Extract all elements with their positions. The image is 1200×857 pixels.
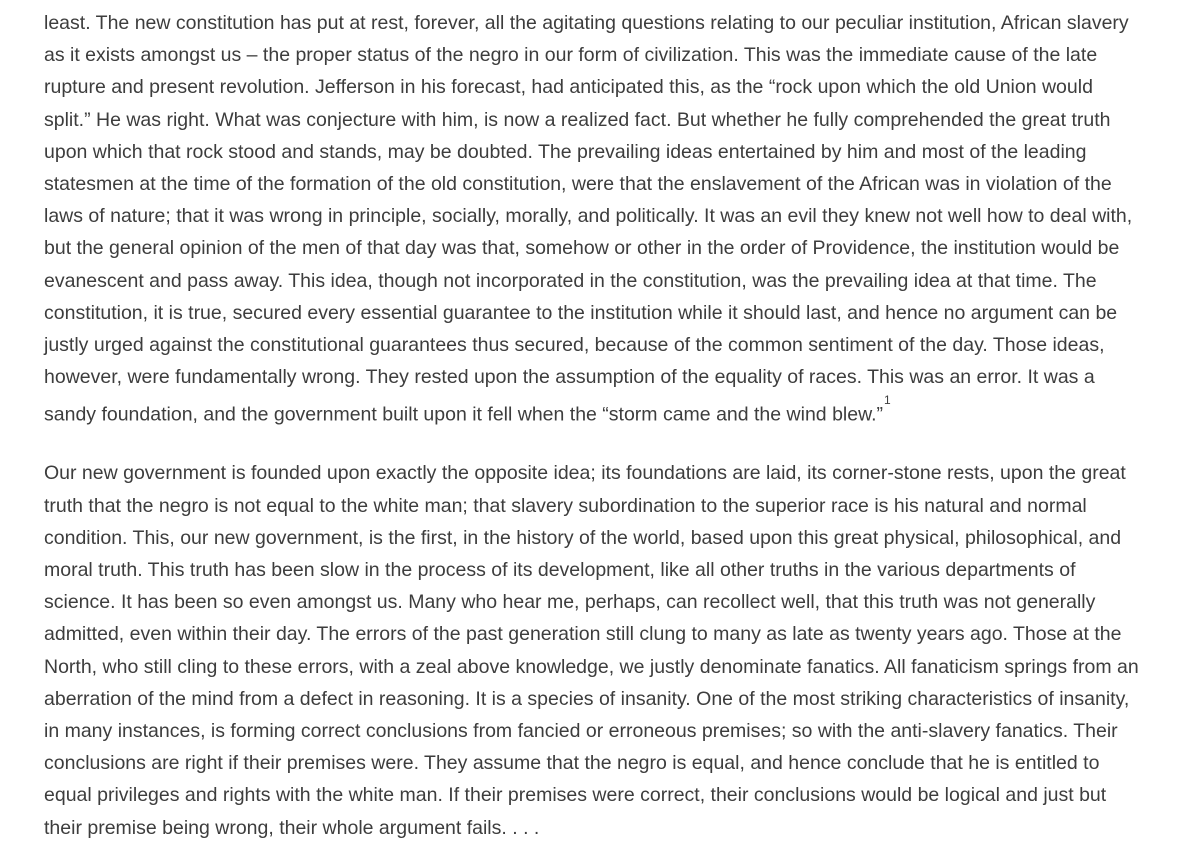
text-line: science. It has been so even amongst us. Many who hear me, perhaps, can recollect well, that this truth was not generally xyxy=(44,591,1096,614)
text-line: equal privileges and rights with the white man. If their premises were correct, their conclusions would be logical and just but xyxy=(44,784,1107,807)
text-line: condition. This, our new government, is the first, in the history of the world, based upon this great physical, philosophical, and xyxy=(44,526,1122,549)
text-line: sandy foundation, and the government built upon it fell when the “storm came and the wind blew.” xyxy=(44,403,884,426)
last-text-line xyxy=(44,393,1154,425)
paragraph-1 xyxy=(44,7,1154,425)
text-line: laws of nature; that it was wrong in principle, socially, morally, and politically. It was an evil they knew not well how to deal with, xyxy=(44,205,1133,228)
text-line: conclusions are right if their premises were. They assume that the negro is equal, and hence conclude that he is entitled to xyxy=(44,752,1100,775)
text-line: split.” He was right. What was conjecture with him, is now a realized fact. But whether he fully comprehended the great truth xyxy=(44,108,1111,131)
text-line: evanescent and pass away. This idea, though not incorporated in the constitution, was the prevailing idea at that time. The xyxy=(44,269,1097,292)
text-line: constitution, it is true, secured every essential guarantee to the institution while it should last, and hence no argument can be xyxy=(44,301,1118,324)
text-line: truth that the negro is not equal to the white man; that slavery subordination to the superior race is his natural and normal xyxy=(44,494,1087,517)
text-line: statesmen at the time of the formation of the old constitution, were that the enslavement of the African was in violation of the xyxy=(44,172,1112,195)
text-line: justly urged against the constitutional guarantees thus secured, because of the common sentiment of the day. Those ideas, xyxy=(44,333,1105,356)
text-line: Our new government is founded upon exactly the opposite idea; its foundations are laid, its corner-stone rests, upon the great xyxy=(44,462,1126,485)
text-line: upon which that rock stood and stands, may be doubted. The prevailing ideas entertained by him and most of the leading xyxy=(44,140,1087,163)
text-line: rupture and present revolution. Jefferson in his forecast, had anticipated this, as the “rock upon which the old Union would xyxy=(44,76,1093,99)
text-line: as it exists amongst us – the proper status of the negro in our form of civilization. This was the immediate cause of the late xyxy=(44,44,1098,67)
text-line: least. The new constitution has put at rest, forever, all the agitating questions relating to our peculiar institution, African slavery xyxy=(44,12,1129,34)
text-line: their premise being wrong, their whole argument fails. . . . xyxy=(44,816,540,839)
text-line: however, were fundamentally wrong. They rested upon the assumption of the equality of races. This was an error. It was a xyxy=(44,366,1095,389)
text-line: admitted, even within their day. The errors of the past generation still clung to many as late as twenty years ago. Those at the xyxy=(44,623,1122,646)
text-line: North, who still cling to these errors, with a zeal above knowledge, we justly denominate fanatics. All fanaticism springs from an xyxy=(44,655,1139,678)
document-body xyxy=(44,7,1154,844)
text-line: but the general opinion of the men of that day was that, somehow or other in the order of Providence, the institution would be xyxy=(44,237,1120,260)
footnote-link[interactable]: 1 xyxy=(884,393,891,408)
text-line: in many instances, is forming correct conclusions from fancied or erroneous premises; so with the anti-slavery fanatics. Their xyxy=(44,719,1118,742)
text-line: moral truth. This truth has been slow in the process of its development, like all other truths in the various departments of xyxy=(44,559,1076,581)
text-line: aberration of the mind from a defect in reasoning. It is a species of insanity. One of the most striking characteristics of insanity, xyxy=(44,687,1130,710)
paragraph-2 xyxy=(44,457,1154,843)
